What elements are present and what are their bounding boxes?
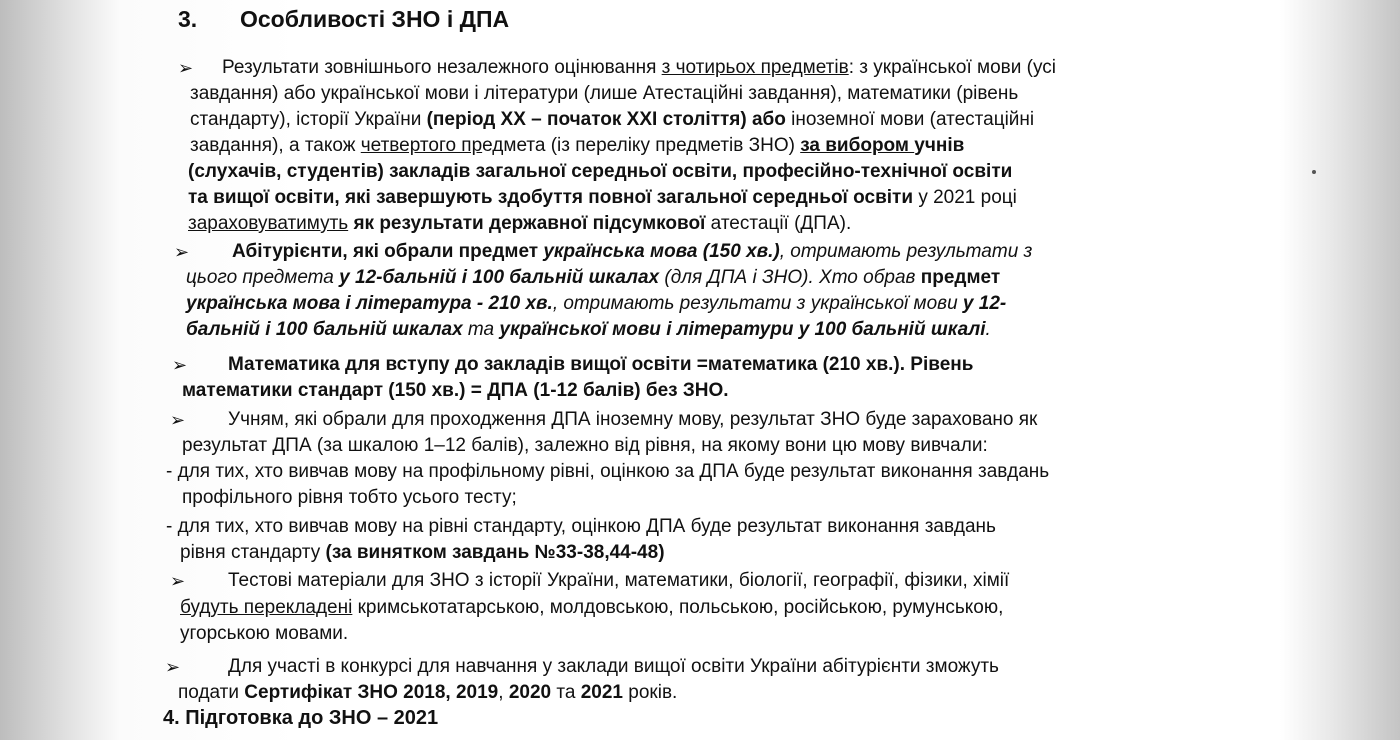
- text-run: завдання) або української мови і літератури (лише Атестаційні завдання), математики (рівень: [190, 83, 1019, 104]
- text-run: стандарту), історії України: [190, 109, 427, 130]
- text-run: (для ДПА і ЗНО). Хто обрав: [659, 267, 921, 288]
- text-run: профільного рівня тобто усього тесту;: [182, 487, 517, 508]
- text-run: як результати державної підсумкової: [353, 213, 706, 234]
- text-run: - для тих, хто вивчав мову на рівні стандарту, оцінкою ДПА буде результат виконання завдань: [166, 516, 996, 537]
- scan-speck: [1312, 170, 1316, 174]
- text-line: [186, 266, 1000, 290]
- text-run: атестації (ДПА).: [705, 213, 852, 234]
- text-line: [182, 434, 988, 458]
- text-run: едмета (із переліку предметів ЗНО): [482, 135, 801, 156]
- text-run: результат ДПА (за шкалою 1–12 балів), залежно від рівня, на якому вони цю мову вивчали:: [182, 435, 988, 456]
- text-line: [166, 460, 1049, 484]
- text-run: зараховуватимуть: [188, 213, 349, 234]
- section-number: 4.: [163, 707, 180, 729]
- text-run: учнів: [914, 135, 965, 156]
- section-heading-4: [163, 705, 438, 731]
- text-run: Учням, які обрали для проходження ДПА іноземну мову, результат ЗНО буде зараховано як: [228, 409, 1038, 430]
- section-title: Особливості ЗНО і ДПА: [240, 6, 510, 32]
- text-run: українська мова і література - 210 хв.: [186, 293, 553, 314]
- text-run: четвертого пр: [360, 135, 483, 156]
- text-line: [180, 596, 1003, 620]
- text-line: [180, 622, 348, 646]
- text-run: Математика для вступу до закладів вищої освіти =математика (210 хв.). Рівень: [228, 354, 974, 375]
- text-line: [186, 292, 1006, 316]
- text-run: рівня стандарту: [180, 542, 326, 563]
- text-run: будуть перекладені: [180, 597, 353, 618]
- text-run: у 12-бальній і 100 бальній шкалах: [339, 267, 660, 288]
- text-run: математики стандарт (150 хв.) = ДПА (1-12 балів) без ЗНО.: [182, 380, 729, 401]
- text-run: , отримають результати з: [779, 241, 1033, 262]
- text-line: [166, 515, 996, 539]
- text-run: у 12-: [962, 293, 1007, 314]
- text-line: [188, 212, 851, 236]
- text-run: (за винятком завдань №33-38,44-48): [325, 542, 665, 563]
- text-run: угорською мовами.: [180, 623, 349, 644]
- text-run: Абітурієнти, які обрали предмет: [232, 241, 544, 262]
- bullet-arrow-icon: ➢: [178, 58, 194, 78]
- text-run: (слухачів, студентів) закладів загальної середньої освіти, професійно-технічної освіти: [188, 161, 1013, 182]
- text-line: [228, 353, 973, 377]
- bullet-arrow-icon: ➢: [170, 410, 186, 430]
- text-run: (період XX – початок XXI століття) або: [426, 109, 786, 130]
- text-line: [188, 160, 1012, 184]
- bullet-arrow-icon: ➢: [165, 657, 181, 677]
- text-run: української мови і літератури у 100 бальній шкалі: [499, 319, 986, 340]
- text-run: подати: [178, 682, 245, 703]
- text-run: українська мова (150 хв.): [543, 241, 780, 262]
- text-run: кримськотатарською, молдовською, польською, російською, румунською,: [352, 597, 1004, 618]
- text-run: з чотирьох предметів: [661, 57, 849, 78]
- text-line: [180, 541, 665, 565]
- text-run: - для тих, хто вивчав мову на профільному рівні, оцінкою за ДПА буде результат виконання завдань: [166, 461, 1050, 482]
- text-run: 2021: [580, 682, 623, 703]
- text-run: та вищої освіти, які завершують здобуття повної загальної середньої освіти: [188, 187, 914, 208]
- bullet-arrow-icon: ➢: [170, 571, 186, 591]
- text-run: , отримають результати з української мови: [552, 293, 963, 314]
- text-line: [182, 486, 517, 510]
- text-line: [182, 379, 729, 403]
- text-run: .: [985, 319, 991, 340]
- text-run: років.: [623, 682, 678, 703]
- text-line: [232, 240, 1032, 264]
- text-run: у 2021 році: [913, 187, 1017, 208]
- text-line: [190, 134, 964, 158]
- text-run: іноземної мови (атестаційні: [785, 109, 1035, 130]
- text-run: Тестові матеріали для ЗНО з історії України, математики, біології, географії, фізики, хімії: [228, 570, 1010, 591]
- section-title: Підготовка до ЗНО – 2021: [185, 707, 439, 729]
- text-run: Сертифікат ЗНО 2018, 2019: [244, 682, 499, 703]
- text-line: [190, 82, 1018, 106]
- text-line: [186, 318, 991, 342]
- text-run: та: [551, 682, 581, 703]
- text-run: 2020: [508, 682, 552, 703]
- text-run: бальній і 100 бальній шкалах: [186, 319, 463, 340]
- text-run: : з української мови (усі: [848, 57, 1056, 78]
- text-run: за вибором: [800, 135, 915, 156]
- text-line: [188, 186, 1017, 210]
- section-heading-3: [178, 6, 509, 32]
- text-line: [228, 569, 1009, 593]
- text-run: Для участі в конкурсі для навчання у заклади вищої освіти України абітурієнти зможуть: [228, 656, 999, 677]
- text-run: завдання), а також: [190, 135, 361, 156]
- bullet-arrow-icon: ➢: [174, 242, 190, 262]
- text-line: [222, 56, 1056, 80]
- text-line: [228, 408, 1037, 432]
- section-number: 3.: [178, 6, 198, 32]
- text-line: [228, 655, 999, 679]
- text-line: [190, 108, 1034, 132]
- text-run: ,: [498, 682, 509, 703]
- text-run: Результати зовнішнього незалежного оцінювання: [222, 57, 662, 78]
- text-run: цього предмета: [186, 267, 340, 288]
- text-run: та: [462, 319, 500, 340]
- text-line: [178, 681, 677, 705]
- text-run: предмет: [920, 267, 1001, 288]
- bullet-arrow-icon: ➢: [172, 355, 188, 375]
